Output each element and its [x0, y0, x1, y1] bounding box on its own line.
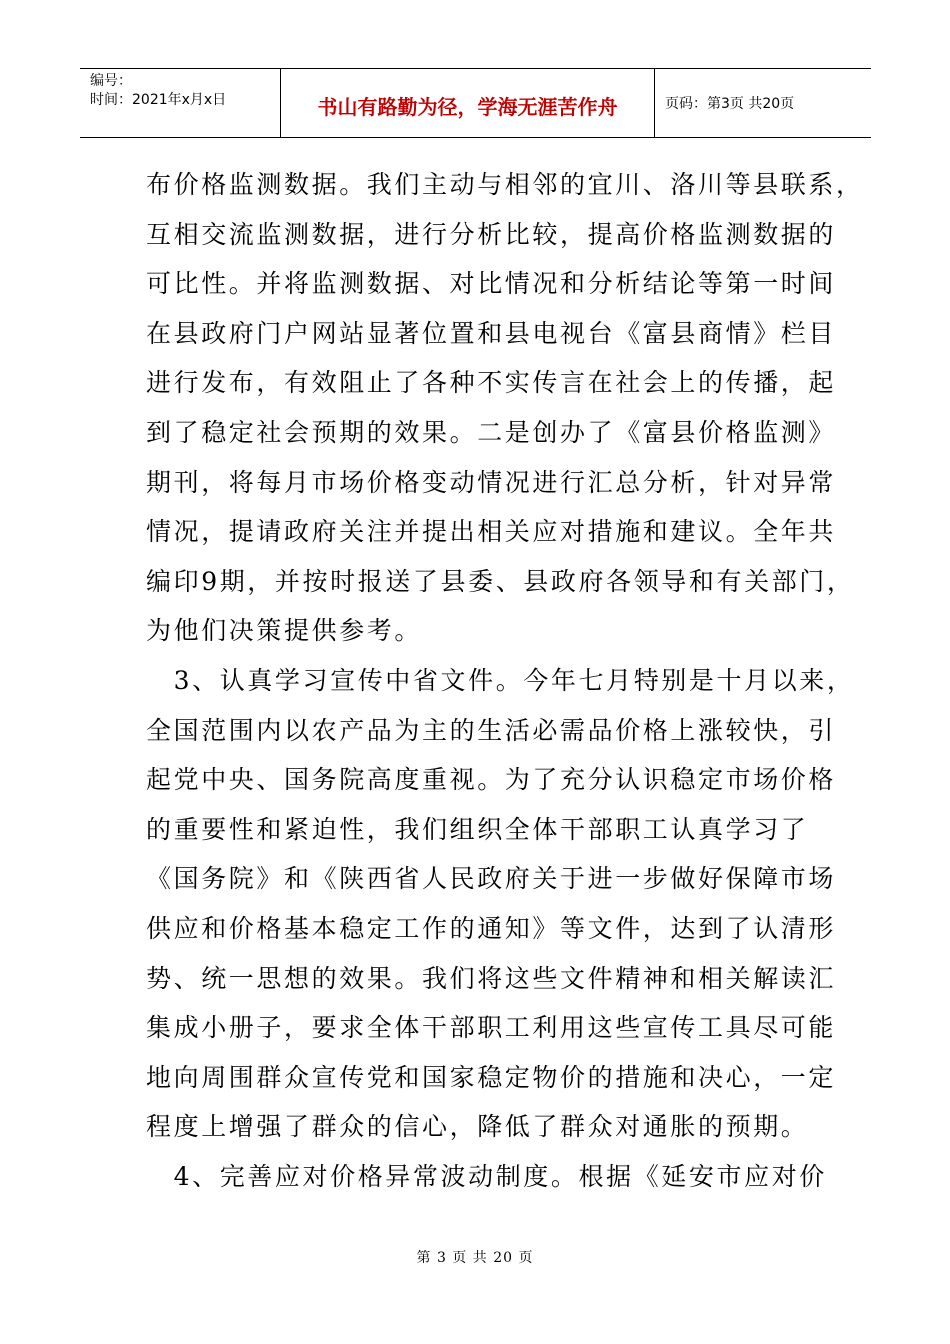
- document-header: [80, 68, 871, 138]
- document-date: 时间：2021年x月x日: [90, 92, 227, 108]
- body-line: 全国范围内以农产品为主的生活必需品价格上涨较快，引: [146, 715, 837, 745]
- body-line: 为他们决策提供参考。: [146, 616, 423, 646]
- body-line: 到了稳定社会预期的效果。二是创办了《富县价格监测》: [146, 417, 837, 447]
- body-line: 编印9期，并按时报送了县委、县政府各领导和有关部门，: [146, 566, 855, 596]
- body-line: 集成小册子，要求全体干部职工利用这些宣传工具尽可能: [146, 1013, 837, 1043]
- body-line: 《国务院》和《陕西省人民政府关于进一步做好保障市场: [146, 864, 837, 894]
- body-line: 势、统一思想的效果。我们将这些文件精神和相关解读汇: [146, 963, 837, 993]
- body-line: 进行发布，有效阻止了各种不实传言在社会上的传播，起: [146, 368, 837, 398]
- body-line: 在县政府门户网站显著位置和县电视台《富县商情》栏目: [146, 318, 837, 348]
- body-line: 互相交流监测数据，进行分析比较，提高价格监测数据的: [146, 219, 837, 249]
- body-line: 地向周围群众宣传党和国家稳定物价的措施和决心，一定: [146, 1062, 837, 1092]
- body-line: 程度上增强了群众的信心，降低了群众对通胀的预期。: [146, 1112, 809, 1142]
- header-motto: 书山有路勤为径，学海无涯苦作舟: [281, 69, 655, 137]
- header-page-info: 页码：第3页 共20页: [665, 96, 795, 112]
- document-body: [146, 160, 864, 1201]
- body-line: 起党中央、国务院高度重视。为了充分认识稳定市场价格: [146, 765, 837, 795]
- header-meta: [80, 69, 281, 137]
- body-line: 可比性。并将监测数据、对比情况和分析结论等第一时间: [146, 269, 837, 299]
- body-line: 3、认真学习宣传中省文件。今年七月特别是十月以来，: [146, 665, 855, 695]
- body-line: 情况，提请政府关注并提出相关应对措施和建议。全年共: [146, 517, 837, 547]
- body-line: 布价格监测数据。我们主动与相邻的宜川、洛川等县联系，: [146, 170, 864, 199]
- body-line: 4、完善应对价格异常波动制度。根据《延安市应对价: [146, 1161, 827, 1191]
- page-footer: 第 3 页 共 20 页: [416, 1250, 534, 1266]
- body-line: 期刊，将每月市场价格变动情况进行汇总分析，针对异常: [146, 467, 837, 497]
- body-line: 的重要性和紧迫性，我们组织全体干部职工认真学习了: [146, 814, 809, 844]
- document-number-label: 编号：: [90, 73, 132, 89]
- body-line: 供应和价格基本稳定工作的通知》等文件，达到了认清形: [146, 913, 837, 943]
